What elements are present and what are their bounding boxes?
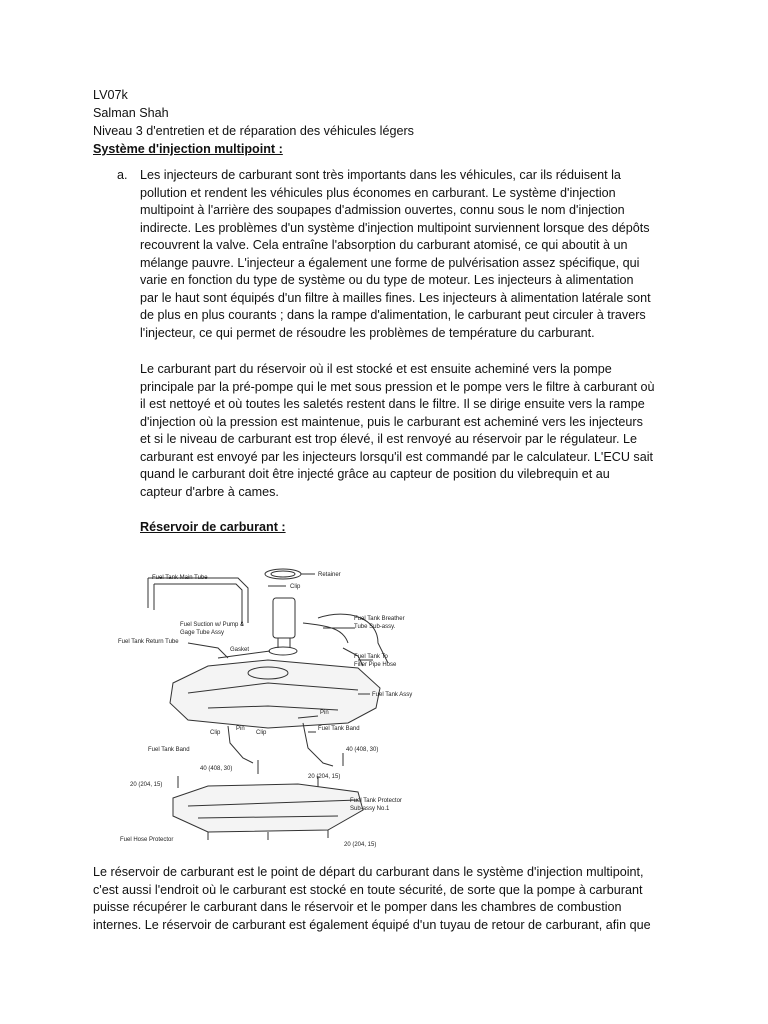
label-clip-top: Clip <box>290 584 301 590</box>
label-hose-protector: Fuel Hose Protector <box>120 837 174 843</box>
label-suction-2: Gage Tube Assy <box>180 630 225 636</box>
text-line: l'injecteur, ce qui permet de résoudre les problèmes de température du carburant. <box>140 325 595 340</box>
label-pin-mid: Pin <box>236 726 245 732</box>
label-torque-5: 20 (204, 15) <box>344 842 377 848</box>
label-protector: Fuel Tank Protector <box>350 798 402 804</box>
label-torque-4: 20 (204, 15) <box>308 774 341 780</box>
label-return-tube: Fuel Tank Return Tube <box>118 639 179 645</box>
text-line: Le réservoir de carburant est le point de départ du carburant dans le système d'injection multipoint, <box>93 865 644 879</box>
text-line: principale par la pré-pompe qui le met sous pression et le pompe vers le filtre à carburant où <box>140 379 655 394</box>
text-line: multipoint à l'arrière des soupapes d'admission ouvertes, connu sous le nom d'injection <box>140 203 625 217</box>
text-line: indirecte. Les problèmes d'un système d'injection multipoint surviennent lorsque des dépôts <box>140 220 650 235</box>
label-clip-mid: Clip <box>256 730 267 736</box>
paragraph-fuel-path <box>140 361 680 501</box>
label-breather-2: Tube Sub-assy. <box>354 624 396 630</box>
text-line: quand le carburant doit être injecté grâce au capteur de position du vilebrequin et au <box>140 467 610 481</box>
document-header <box>93 87 414 159</box>
text-line: carburant est envoyé par les injecteurs lorsqu'il est commandé par le calculateur. L'ECU sait <box>140 449 654 464</box>
fuel-tank-shape <box>170 660 380 728</box>
text-line: varie en fonction du type de système ou du type de moteur. Les injecteurs à alimentation <box>140 273 634 287</box>
label-breather: Fuel Tank Breather <box>354 616 405 622</box>
label-to-filler-2: Filler Pipe Hose <box>354 662 397 668</box>
section-title-fuel-tank: Réservoir de carburant : <box>140 520 286 534</box>
label-protector-2: Sub-assy No.1 <box>350 806 390 812</box>
fuel-tank-exploded-diagram <box>118 548 438 848</box>
label-suction: Fuel Suction w/ Pump & <box>180 622 245 628</box>
main-tube-shape <box>148 578 248 626</box>
paragraph-fuel-tank <box>93 864 693 934</box>
list-marker: a. <box>117 168 128 182</box>
label-gasket: Gasket <box>230 647 250 653</box>
label-to-filler: Fuel Tank To <box>354 654 388 660</box>
text-line: par le haut sont équipés d'un filtre à mailles fines. Les injecteurs à alimentation latérale sont <box>140 290 651 305</box>
label-clip-left: Clip <box>210 730 221 736</box>
text-line: il est nettoyé et où toutes les saletés restent dans le filtre. Il se dirige ensuite vers la rampe <box>140 397 645 411</box>
text-line: puisse récupérer le carburant dans le réservoir et le pomper dans les chambres de combustion <box>93 900 622 914</box>
tank-protector-shape <box>173 784 363 832</box>
text-line: internes. Le réservoir de carburant est également équipé d'un tuyau de retour de carburant, afin que <box>93 917 651 932</box>
text-line: Le carburant part du réservoir où il est stocké et est ensuite acheminé vers la pompe <box>140 362 612 376</box>
text-line: d'injection où la pression est maintenue, puis le carburant est acheminé vers les injecteurs <box>140 414 643 429</box>
text-line: et si le niveau de carburant est trop élevé, il est renvoyé au réservoir par le régulateur. Le <box>140 432 638 446</box>
label-band-left: Fuel Tank Band <box>148 747 190 753</box>
author-name: Salman Shah <box>93 106 169 120</box>
text-line: Les injecteurs de carburant sont très importants dans les véhicules, car ils réduisent la <box>140 168 621 182</box>
label-band-right: Fuel Tank Band <box>318 726 360 732</box>
paragraph-injectors <box>140 167 680 342</box>
page-title: Système d'injection multipoint : <box>93 142 283 156</box>
label-main-tube: Fuel Tank Main Tube <box>152 575 208 581</box>
text-line: pollution et rendent les véhicules plus économes en carburant. Le système d'injection <box>140 185 616 200</box>
label-torque-3: 20 (204, 15) <box>130 782 163 788</box>
text-line: de plus en plus courants ; dans la rampe d'alimentation, le carburant peut circuler à travers <box>140 308 646 322</box>
label-tank-assy: Fuel Tank Assy <box>372 692 413 698</box>
text-line: mélange pauvre. L'injecteur a également une forme de pulvérisation assez spécifique, qui <box>140 255 640 270</box>
text-line: capteur d'arbre à cames. <box>140 484 279 499</box>
return-tube-shape <box>188 643 228 658</box>
diagram-svg <box>118 548 438 848</box>
label-torque-1: 40 (408, 30) <box>346 747 379 753</box>
pump-shape <box>273 598 295 638</box>
document-code: LV07k <box>93 88 128 102</box>
label-retainer: Retainer <box>318 572 341 578</box>
label-torque-2: 40 (408, 30) <box>200 766 233 772</box>
course-title: Niveau 3 d'entretien et de réparation des véhicules légers <box>93 124 414 138</box>
gasket-shape <box>269 647 297 655</box>
text-line: c'est aussi l'endroit où le carburant est stocké en toute sécurité, de sorte que la pompe à carburant <box>93 882 643 897</box>
label-pin-right: Pin <box>320 710 329 716</box>
text-line: recouvrent la valve. Cela entraîne l'absorption du carburant atomisé, ce qui aboutit à un <box>140 238 628 252</box>
